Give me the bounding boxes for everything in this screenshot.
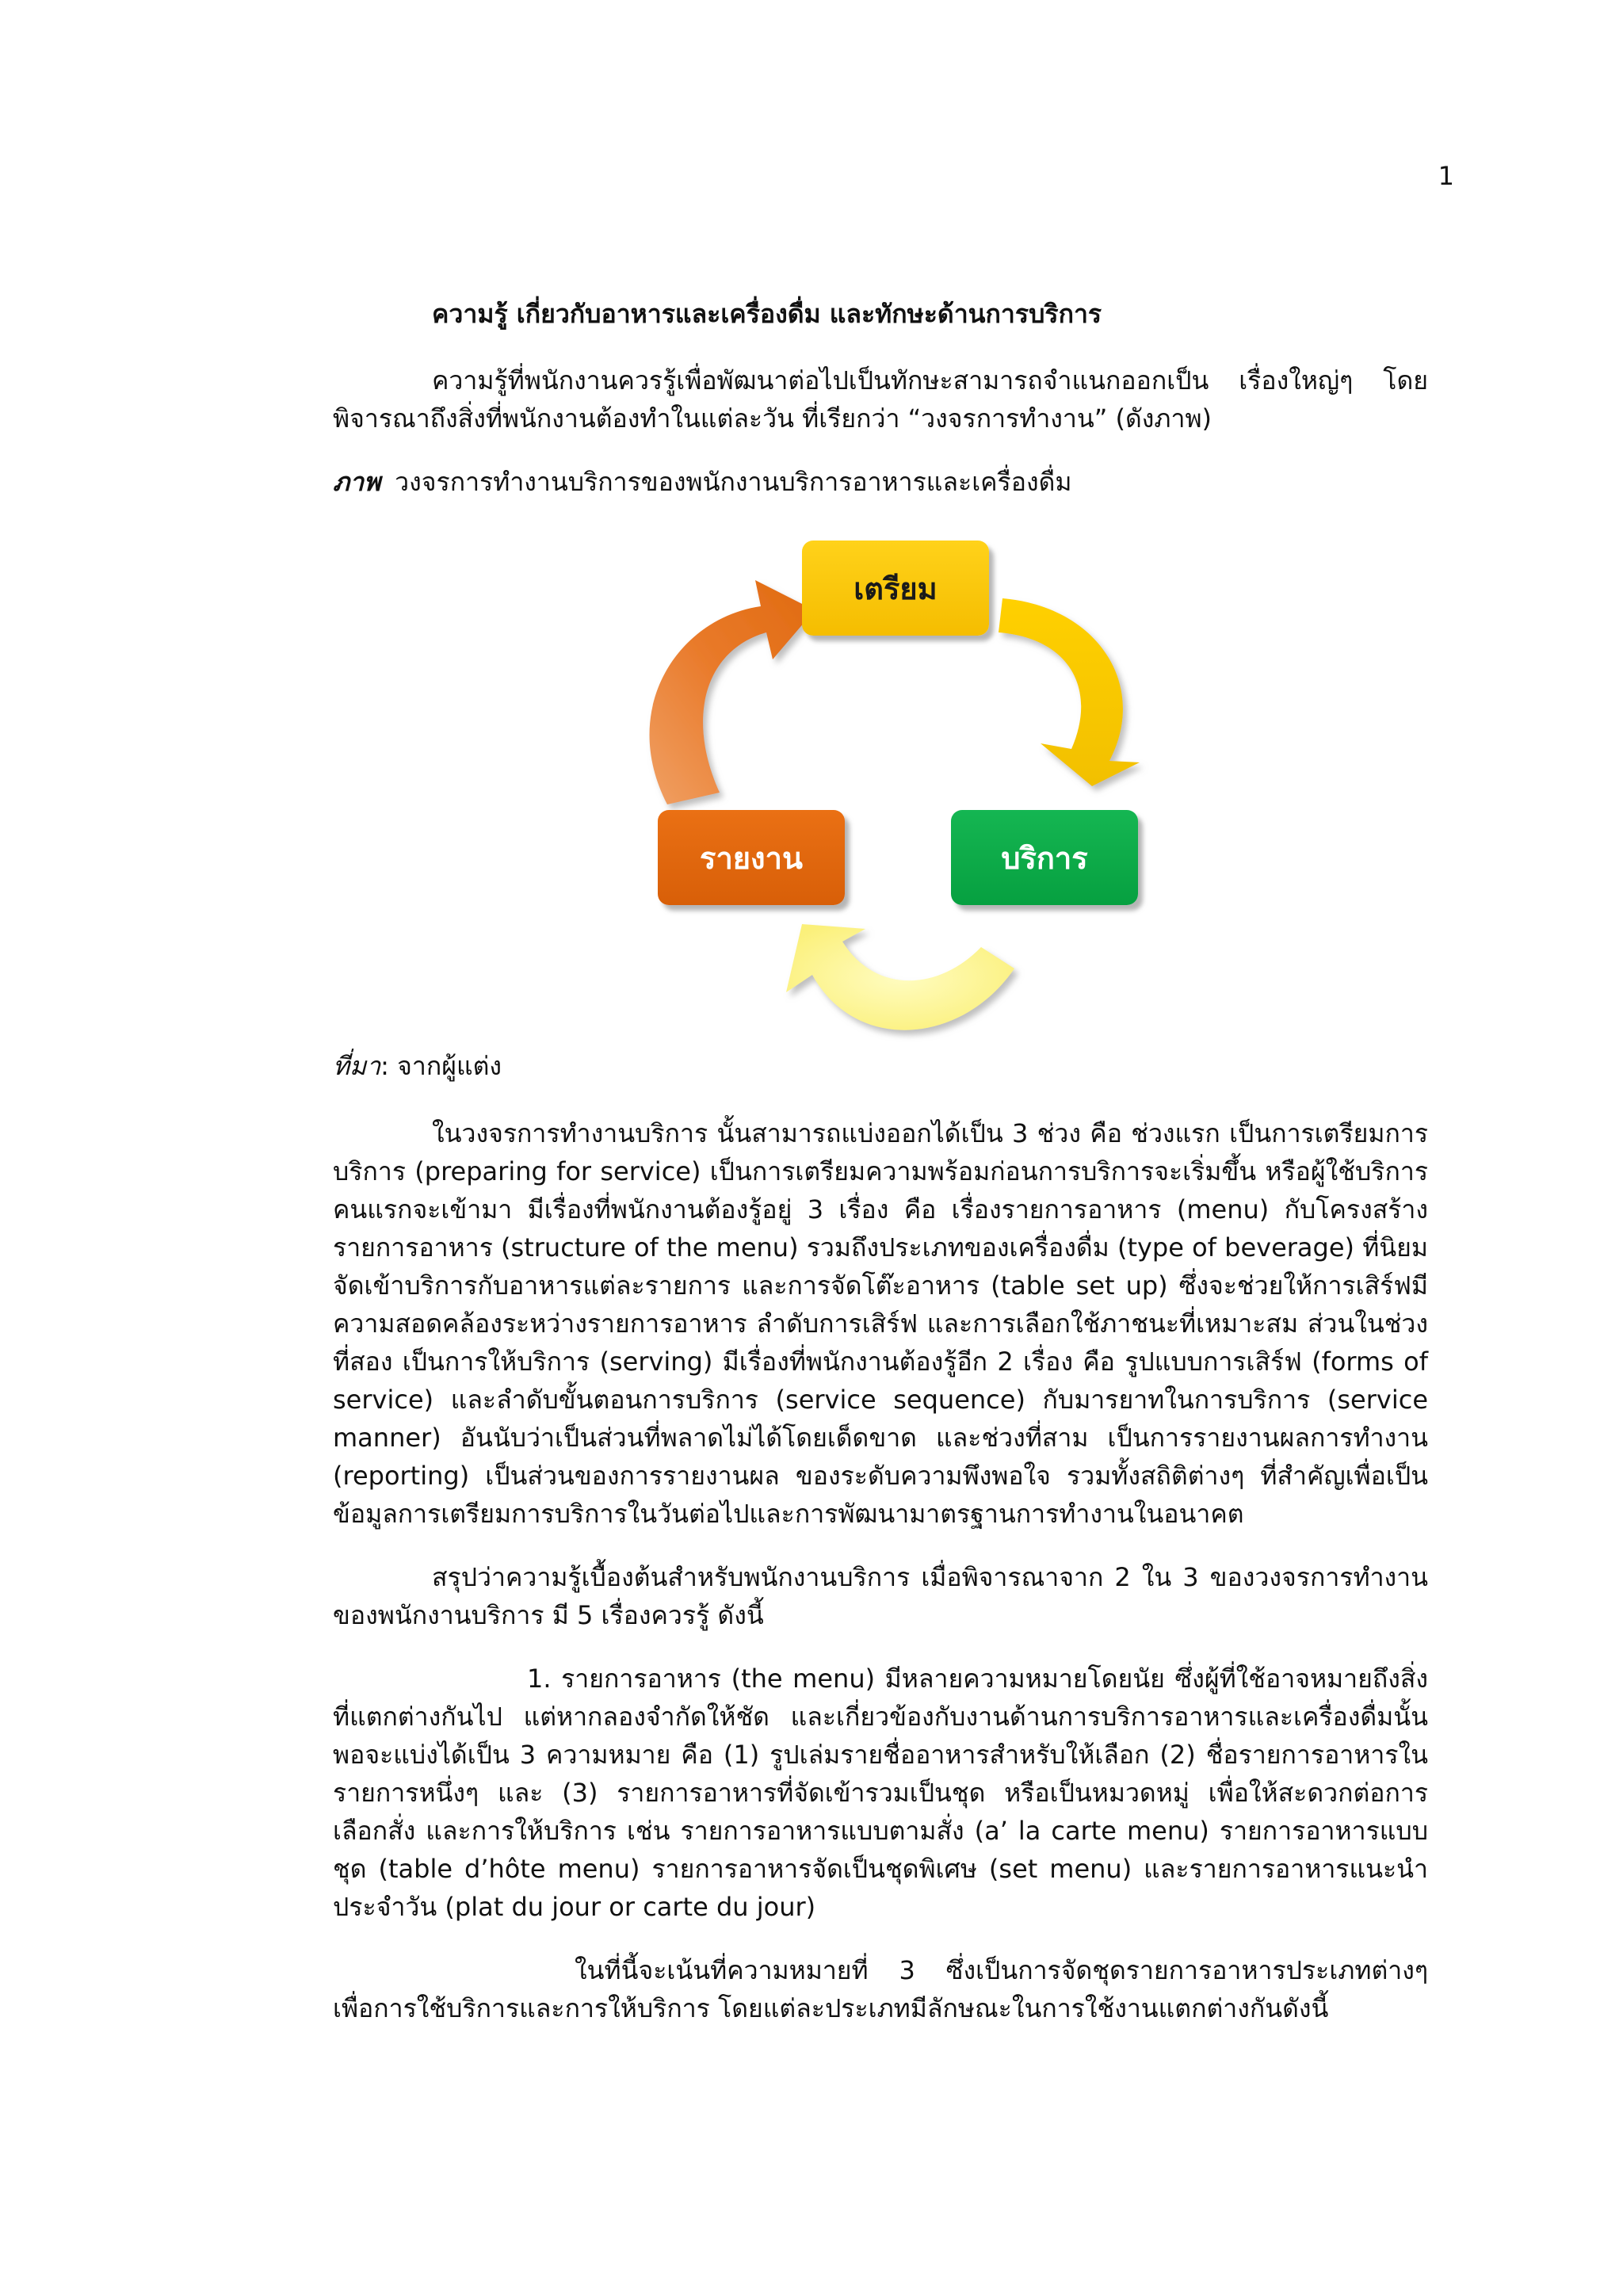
arrow-report-to-prepare	[650, 580, 815, 804]
work-cycle-diagram	[602, 531, 1173, 1062]
source-label: ที่มา	[333, 1051, 381, 1081]
figure-source	[333, 1050, 502, 1082]
figure-caption-text: วงจรการทำงานบริการของพนักงานบริการอาหารและเครื่องดื่ม	[395, 467, 1072, 497]
paragraph-summary: สรุปว่าความรู้เบื้องต้นสำหรับพนักงานบริการ เมื่อพิจารณาจาก 2 ใน 3 ของวงจรการทำงานของพนักงานบริการ มี 5 เรื่องควรรู้ ดังนี้	[333, 1562, 1428, 1630]
arrow-prepare-to-service	[999, 598, 1140, 786]
figure-label: ภาพ	[333, 467, 381, 497]
cycle-box-report: รายงาน	[658, 810, 845, 905]
paragraph-menu: 1. รายการอาหาร (the menu) มีหลายความหมายโดยนัย ซึ่งผู้ที่ใช้อาจหมายถึงสิ่งที่แตกต่างกันไป แต่หากลองจำกัดให้ชัด และเกี่ยวข้องกับงานด้านการบริการอาหารและเครื่องดื่มนั้นพอจะแบ่งได้เป็น 3 ความหมาย คือ (1) รูปเล่มรายชื่ออาหารสำหรับให้เลือก (2) ชื่อรายการอาหารในรายการหนึ่งๆ และ (3) รายการอาหารที่จัดเข้ารวมเป็นชุด หรือเป็นหมวดหมู่ เพื่อให้สะดวกต่อการเลือกสั่ง และการให้บริการ เช่น รายการอาหารแบบตามสั่ง (a’ la carte menu) รายการอาหารแบบชุด (table d’hôte menu) รายการอาหารจัดเป็นชุดพิเศษ (set menu) และรายการอาหารแนะนำประจำวัน (plat du jour or carte du jour)	[333, 1664, 1428, 1922]
page-number: 1	[1438, 161, 1454, 191]
paragraph-cycle-stages: ในวงจรการทำงานบริการ นั้นสามารถแบ่งออกได้เป็น 3 ช่วง คือ ช่วงแรก เป็นการเตรียมการบริการ (preparing for service) เป็นการเตรียมความพร้อมก่อนการบริการจะเริ่มขึ้น หรือผู้ใช้บริการคนแรกจะเข้ามา มีเรื่องที่พนักงานต้องรู้อยู่ 3 เรื่อง คือ เรื่องรายการอาหาร (menu) กับโครงสร้างรายการอาหาร (structure of the menu) รวมถึงประเภทของเครื่องดื่ม (type of beverage) ที่นิยมจัดเข้าบริการกับอาหารแต่ละรายการ และการจัดโต๊ะอาหาร (table set up) ซึ่งจะช่วยให้การเสิร์ฟมีความสอดคล้องระหว่างรายการอาหาร ลำดับการเสิร์ฟ และการเลือกใช้ภาชนะที่เหมาะสม ส่วนในช่วงที่สอง เป็นการให้บริการ (serving) มีเรื่องที่พนักงานต้องรู้อีก 2 เรื่อง คือ รูปแบบการเสิร์ฟ (forms of service) และลำดับขั้นตอนการบริการ (service sequence) กับมารยาทในการบริการ (service manner) อันนับว่าเป็นส่วนที่พลาดไม่ได้โดยเด็ดขาด และช่วงที่สาม เป็นการรายงานผลการทำงาน (reporting) เป็นส่วนของการรายงานผล ของระดับความพึงพอใจ รวมทั้งสถิติต่างๆ ที่สำคัญเพื่อเป็นข้อมูลการเตรียมการบริการในวันต่อไปและการพัฒนามาตรฐานการทำงานในอนาคต	[333, 1118, 1428, 1529]
document-title: ความรู้ เกี่ยวกับอาหารและเครื่องดื่ม และทักษะด้านการบริการ	[432, 299, 1102, 329]
intro-paragraph: ความรู้ที่พนักงานควรรู้เพื่อพัฒนาต่อไปเป็นทักษะสามารถจำแนกออกเป็น เรื่องใหญ่ๆ โดยพิจารณาถึงสิ่งที่พนักงานต้องทำในแต่ละวัน ที่เรียกว่า “วงจรการทำงาน” (ดังภาพ)	[333, 365, 1428, 434]
arrow-service-to-report	[786, 924, 1014, 1030]
source-text: : จากผู้แต่ง	[380, 1051, 502, 1081]
cycle-box-prepare: เตรียม	[802, 541, 989, 636]
paragraph-menu-types: ในที่นี้จะเน้นที่ความหมายที่ 3 ซึ่งเป็นการจัดชุดรายการอาหารประเภทต่างๆ เพื่อการใช้บริการและการให้บริการ โดยแต่ละประเภทมีลักษณะในการใช้งานแตกต่างกันดังนี้	[333, 1955, 1428, 2023]
figure-caption	[333, 466, 1071, 498]
cycle-box-service: บริการ	[951, 810, 1138, 905]
